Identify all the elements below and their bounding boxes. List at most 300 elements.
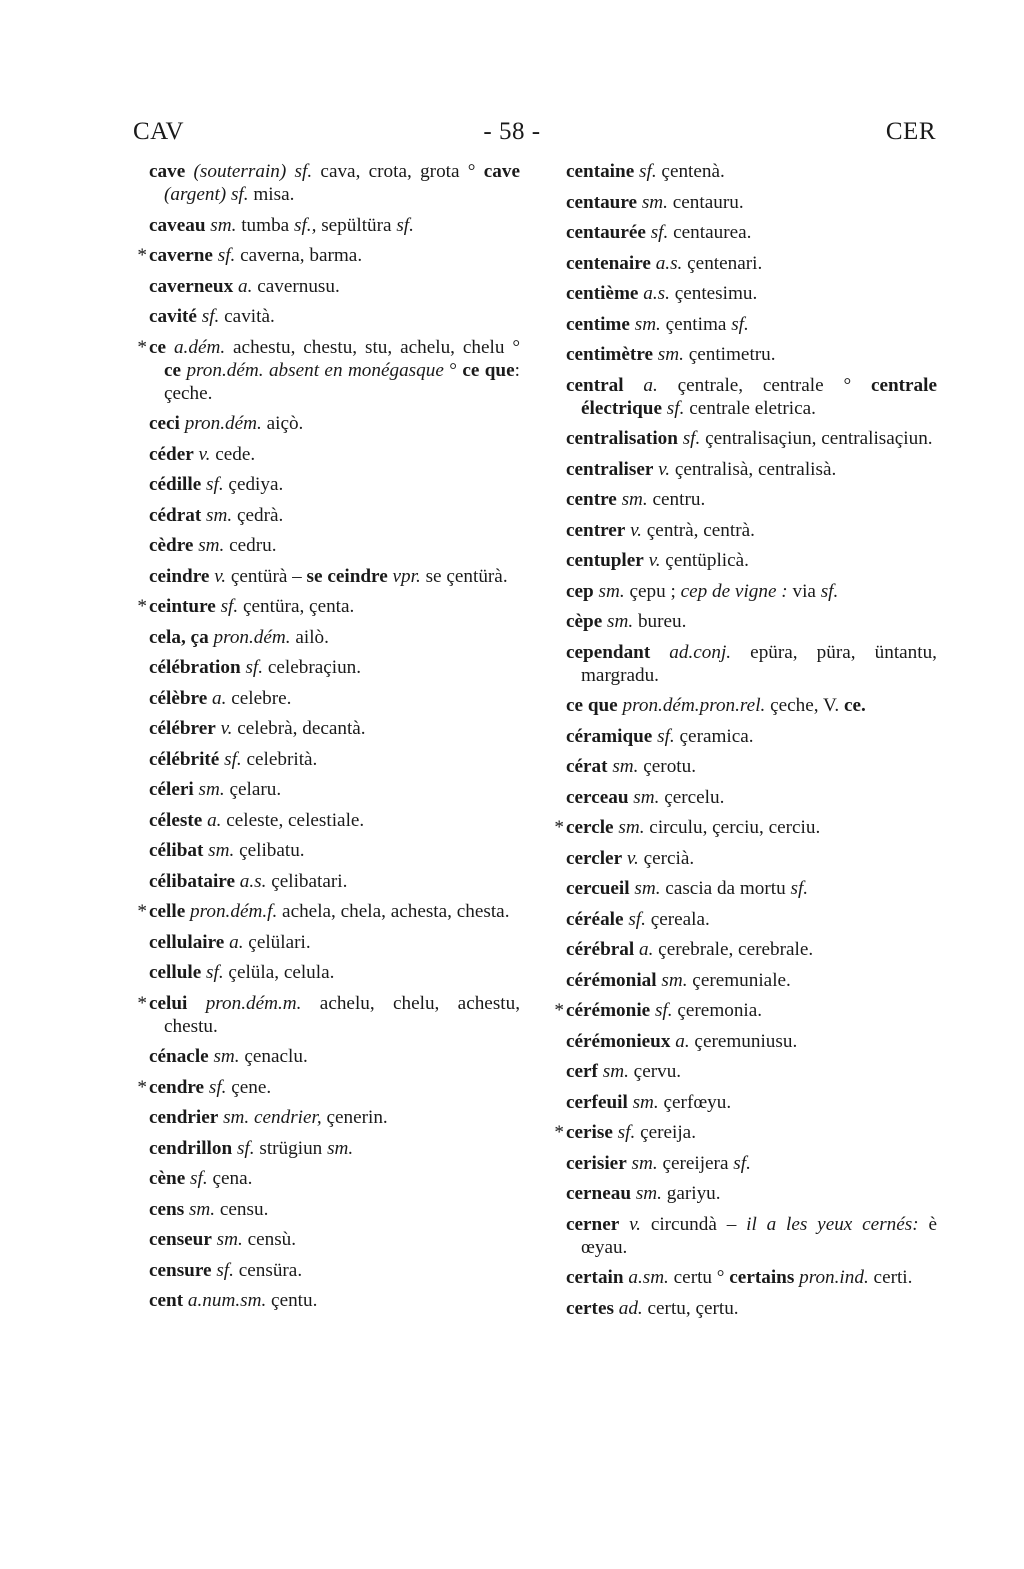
dictionary-entry (550, 1266, 937, 1289)
headword: cérébral (566, 939, 635, 960)
translation: çelibatari. (266, 870, 348, 892)
headword: célébrer (149, 718, 216, 739)
translation: bureu. (633, 611, 687, 632)
headword: cérémonie (566, 1000, 651, 1021)
grammar-label: a. (224, 931, 244, 953)
grammar-label: sf. (623, 908, 646, 930)
entry-text (566, 641, 937, 687)
headword: centime (566, 313, 630, 335)
dictionary-entry (133, 244, 520, 267)
headword: caveau (149, 214, 206, 236)
star-marker: * (137, 1076, 147, 1098)
dictionary-entry (550, 221, 937, 244)
headword: censure (149, 1259, 212, 1281)
headword: célibataire (149, 870, 235, 892)
dictionary-entry (550, 694, 937, 717)
grammar-label: sm. (201, 504, 233, 526)
entry-text (149, 443, 520, 466)
grammar-label: sf. (790, 878, 809, 899)
headword: cens (149, 1198, 185, 1220)
headword: cep (566, 580, 594, 602)
star-marker: * (554, 1122, 564, 1143)
dictionary-entry (550, 610, 937, 633)
translation: centru. (647, 489, 706, 510)
entry-text (566, 252, 937, 275)
grammar-label: a.sm. (623, 1267, 669, 1288)
dictionary-entry (550, 1182, 937, 1205)
translation: celebraçiun. (263, 657, 362, 678)
translation: çentu. (266, 1290, 318, 1311)
entry-text (566, 1121, 937, 1144)
grammar-label: sm. (208, 1046, 240, 1067)
grammar-label: sm. (631, 1183, 662, 1204)
headword: célébration (149, 657, 241, 678)
entry-text (566, 816, 937, 839)
grammar-label: sf. (731, 313, 749, 335)
dictionary-entry (133, 748, 520, 771)
dictionary-entry (550, 313, 937, 336)
grammar-label: vpr. (387, 565, 421, 587)
grammar-label: sf. (650, 1000, 673, 1021)
grammar-label: a. (634, 939, 654, 960)
dictionary-entry (550, 488, 937, 511)
translation: celebrità. (241, 748, 318, 770)
grammar-label: sf. (196, 306, 220, 327)
entry-text (566, 374, 937, 420)
translation: certi. (868, 1267, 913, 1288)
translation: caverna, barma. (235, 245, 363, 266)
grammar-label: ad. (613, 1297, 643, 1319)
translation: çentüra, çenta. (238, 596, 355, 617)
headword: caverneux (149, 275, 234, 297)
headword: cène (149, 1168, 186, 1189)
dictionary-entry (133, 1259, 520, 1282)
grammar-label: cep de vigne : (680, 580, 788, 602)
entry-text (566, 694, 937, 717)
translation: celebre. (226, 687, 292, 709)
entry-text (566, 313, 937, 336)
dictionary-entry (133, 656, 520, 679)
entry-text (149, 1289, 520, 1312)
translation: çelaru. (224, 779, 282, 800)
translation: çedrà. (232, 504, 284, 526)
entry-text (566, 427, 937, 450)
entry-text (566, 519, 937, 542)
translation: çenaclu. (239, 1046, 308, 1067)
translation: : çeche. (164, 359, 520, 404)
entry-text (149, 809, 520, 832)
translation: achelu, chelu, achestu, chestu. (164, 992, 521, 1037)
grammar-label: sm. (597, 1061, 629, 1082)
headword: celui (149, 992, 188, 1014)
grammar-label: v. (625, 519, 642, 541)
entry-text (566, 1213, 937, 1259)
translation: censüra. (233, 1259, 303, 1281)
grammar-label: v. (193, 443, 211, 465)
translation: certu, çertu. (642, 1297, 739, 1319)
dictionary-entry (133, 900, 520, 923)
dictionary-entry (133, 931, 520, 954)
grammar-label: a. (202, 809, 222, 831)
grammar-label: sm. (211, 1229, 243, 1250)
translation: ailò. (290, 626, 329, 648)
grammar-label: v. (622, 847, 639, 869)
dictionary-entry (133, 473, 520, 496)
grammar-label: sf., (293, 214, 317, 236)
entry-text (566, 908, 937, 931)
dictionary-entry (550, 519, 937, 542)
translation: çene. (226, 1076, 272, 1098)
entry-text (149, 778, 520, 801)
entry-text (149, 1076, 520, 1099)
headword: censeur (149, 1229, 212, 1250)
dictionary-entry (550, 641, 937, 687)
entry-text (566, 343, 937, 366)
grammar-label: pron.dém. (208, 626, 291, 648)
headword: caverne (149, 245, 213, 266)
grammar-label: sf. (733, 1152, 751, 1174)
dictionary-entry (133, 534, 520, 557)
translation: çercelu. (659, 786, 725, 808)
grammar-label: ad.conj. (650, 641, 732, 663)
grammar-label: v. (619, 1213, 641, 1235)
headword: ce. (844, 695, 866, 716)
star-marker: * (137, 596, 147, 617)
dictionary-entry (133, 717, 520, 740)
grammar-label: sf. (204, 1076, 227, 1098)
headword: cercueil (566, 878, 630, 899)
dictionary-entry (550, 1152, 937, 1175)
headword: centupler (566, 550, 644, 571)
entry-text (149, 534, 520, 557)
headword: centième (566, 283, 639, 304)
entry-text (149, 1137, 520, 1160)
entry-text (566, 1030, 937, 1053)
entry-text (149, 839, 520, 862)
dictionary-entry (133, 961, 520, 984)
entry-text (566, 999, 937, 1022)
grammar-label: sf. (820, 580, 839, 602)
headword: cela, ça (149, 626, 209, 648)
entry-text (149, 504, 520, 527)
dictionary-entry (133, 626, 520, 649)
headword: se ceindre (306, 565, 388, 587)
dictionary-entry (550, 969, 937, 992)
entry-text (149, 214, 520, 237)
translation: achestu, chestu, stu, achelu, chelu ° (225, 336, 520, 358)
dictionary-entry (550, 847, 937, 870)
dictionary-entry (133, 595, 520, 618)
dictionary-entry (133, 1198, 520, 1221)
translation: çenerin. (321, 1107, 388, 1128)
entry-text (566, 1152, 937, 1175)
headword: cerise (566, 1122, 613, 1143)
dictionary-entry (550, 1060, 937, 1083)
grammar-label: pron.dém. (179, 413, 262, 434)
grammar-label: sm. (653, 344, 684, 365)
dictionary-entry (550, 999, 937, 1022)
dictionary-entry (133, 443, 520, 466)
dictionary-entry (550, 938, 937, 961)
dictionary-entry (133, 992, 520, 1038)
headword: céleste (149, 809, 203, 831)
entry-text (566, 786, 937, 809)
dictionary-entry (550, 427, 937, 450)
entry-text (149, 656, 520, 679)
grammar-label: sm. (629, 313, 661, 335)
headword: cerfeuil (566, 1091, 628, 1113)
left-column (133, 160, 520, 1320)
star-marker: * (554, 1000, 564, 1021)
translation: çentenà. (656, 161, 725, 182)
translation: aiçò. (261, 413, 304, 434)
entry-text (149, 931, 520, 954)
translation: sepültüra (316, 214, 397, 236)
entry-text (566, 549, 937, 572)
headword: céleri (149, 779, 194, 800)
headword: cerceau (566, 786, 629, 808)
star-marker: * (137, 245, 147, 266)
translation: çentralisaçiun, centralisaçiun. (700, 428, 933, 449)
translation: çentesimu. (669, 283, 758, 304)
dictionary-entry (133, 1137, 520, 1160)
grammar-label: pron.ind. (794, 1267, 869, 1288)
translation: via (787, 580, 821, 602)
grammar-label: sm. (184, 1198, 216, 1220)
dictionary-entry (550, 252, 937, 275)
translation: strügiun (254, 1137, 328, 1159)
grammar-label: v. (653, 458, 671, 480)
dictionary-entry (133, 809, 520, 832)
dictionary-entry (133, 870, 520, 893)
entry-text (566, 755, 937, 778)
dictionary-entry (133, 687, 520, 710)
translation: se çentürà. (420, 565, 508, 587)
dictionary-entry (133, 275, 520, 298)
dictionary-entry (133, 504, 520, 527)
translation: centauru. (667, 191, 744, 213)
entry-text (566, 877, 937, 900)
entry-text (149, 748, 520, 771)
translation: çeremonia. (672, 1000, 763, 1021)
grammar-label: pron.dém. absent en monégasque (181, 359, 444, 381)
dictionary-entry (133, 1289, 520, 1312)
entry-text (149, 626, 520, 649)
entry-text (566, 221, 937, 244)
dictionary-entry (133, 839, 520, 862)
grammar-label: sm. cendrier, (218, 1107, 322, 1128)
translation: çereijera (657, 1152, 734, 1174)
entry-text (566, 458, 937, 481)
grammar-label: sm. (637, 191, 668, 213)
grammar-label: a.s. (650, 252, 683, 274)
grammar-label: a.dém. (166, 336, 226, 358)
grammar-label: v. (215, 718, 233, 739)
translation: è œyau. (581, 1213, 937, 1258)
headword: cependant (566, 641, 651, 663)
headword: centrale électrique (581, 374, 937, 419)
translation: çeche, V. (765, 695, 845, 716)
headword: centimètre (566, 344, 653, 365)
headword: célèbre (149, 687, 208, 709)
dictionary-entry (133, 412, 520, 435)
grammar-label: (argent) sf. (164, 184, 249, 205)
entry-text (149, 717, 520, 740)
headword: cave (483, 161, 520, 182)
headword: cave (149, 161, 186, 182)
entry-text (566, 725, 937, 748)
translation: çena. (207, 1168, 253, 1189)
grammar-label: sf. (211, 1259, 234, 1281)
headword: cellule (149, 962, 202, 983)
dictionary-entry (550, 1297, 937, 1320)
translation: çeremuniale. (687, 969, 791, 991)
translation: çentrale, centrale ° (657, 374, 871, 396)
grammar-label: sm. (629, 878, 661, 899)
grammar-label: v. (209, 565, 227, 587)
dictionary-entry (550, 160, 937, 183)
dictionary-entry (133, 1076, 520, 1099)
page-number: - 58 - (483, 118, 541, 145)
headword: ce (149, 336, 167, 358)
translation: çentürà – (226, 565, 307, 587)
grammar-label: sm. (607, 756, 639, 777)
grammar-label: sm. (203, 840, 235, 861)
translation: çerotu. (638, 756, 697, 777)
translation: celebrà, decantà. (232, 718, 366, 739)
grammar-label: sm. (626, 1152, 658, 1174)
translation: çentralisà, centralisà. (670, 458, 837, 480)
entry-text (566, 1182, 937, 1205)
grammar-label: sf. (634, 161, 657, 182)
entry-text (566, 191, 937, 214)
translation: çereala. (645, 908, 710, 930)
headword: ce que (462, 359, 515, 381)
translation: çeremuniusu. (689, 1030, 798, 1052)
translation: çelülari. (243, 931, 311, 953)
star-marker: * (137, 992, 147, 1014)
headword: cavité (149, 306, 197, 327)
entry-text (149, 160, 520, 206)
entry-text (149, 900, 520, 923)
dictionary-entry (133, 214, 520, 237)
headword: cerneau (566, 1183, 632, 1204)
translation: çelüla, celula. (223, 962, 335, 983)
header-last-word: CER (885, 118, 936, 145)
translation: censù. (242, 1229, 297, 1250)
headword: centenaire (566, 252, 651, 274)
headword: celle (149, 901, 186, 922)
grammar-label: il a les yeux cernés: (746, 1213, 919, 1235)
grammar-label: sf. (645, 222, 669, 243)
grammar-label: pron.dém.pron.rel. (617, 695, 766, 716)
headword: ceindre (149, 565, 210, 587)
grammar-label: pron.dém.m. (187, 992, 302, 1014)
dictionary-entry (550, 1213, 937, 1259)
headword: cédille (149, 474, 202, 495)
headword: cérat (566, 756, 608, 777)
dictionary-entry (133, 1045, 520, 1068)
grammar-label: sf. (201, 962, 224, 983)
entry-text (566, 488, 937, 511)
headword: cerisier (566, 1152, 627, 1174)
translation: çentrà, centrà. (641, 519, 755, 541)
translation: çelibatu. (234, 840, 305, 861)
translation: çepu ; (624, 580, 681, 602)
entry-text (149, 870, 520, 893)
entry-text (149, 305, 520, 328)
dictionary-entry (550, 580, 937, 603)
right-column (550, 160, 937, 1327)
headword: cérémonieux (566, 1030, 671, 1052)
grammar-label: sf. (215, 596, 239, 617)
entry-text (149, 244, 520, 267)
grammar-label: sm. (193, 779, 225, 800)
translation: çeramica. (674, 725, 754, 747)
grammar-label: sf. (232, 1137, 255, 1159)
headword: ceci (149, 413, 180, 434)
grammar-label: a.s. (638, 283, 670, 304)
grammar-label: sf. (652, 725, 675, 747)
headword: céréale (566, 908, 624, 930)
translation: circulu, çerciu, cerciu. (644, 817, 821, 838)
grammar-label: sf. (612, 1122, 636, 1143)
headword: centaurée (566, 222, 646, 243)
grammar-label: sf. (185, 1168, 208, 1189)
translation: misa. (248, 184, 295, 205)
headword: centaure (566, 191, 638, 213)
entry-text (149, 1259, 520, 1282)
entry-text (149, 1045, 520, 1068)
entry-text (566, 580, 937, 603)
star-marker: * (554, 817, 564, 838)
headword: central (566, 374, 624, 396)
headword: cédrat (149, 504, 202, 526)
grammar-label: sf. (240, 657, 264, 678)
grammar-label: sm. (193, 535, 225, 556)
entry-text (149, 687, 520, 710)
dictionary-entry (133, 160, 520, 206)
grammar-label: sm. (616, 489, 648, 510)
header-first-word: CAV (133, 118, 185, 145)
grammar-label: a. (233, 275, 253, 297)
translation: çentimetru. (683, 344, 776, 365)
headword: ce (164, 359, 182, 381)
headword: céder (149, 443, 194, 465)
grammar-label: sf. (212, 245, 236, 266)
dictionary-entry (550, 877, 937, 900)
star-marker: * (137, 901, 147, 922)
dictionary-entry (133, 1167, 520, 1190)
translation: cavernusu. (252, 275, 340, 297)
translation: çerebrale, cerebrale. (653, 939, 814, 960)
headword: centralisation (566, 428, 678, 449)
entry-text (149, 275, 520, 298)
headword: certes (566, 1297, 614, 1319)
entry-text (566, 1297, 937, 1320)
dictionary-entry (550, 282, 937, 305)
translation: tumba (236, 214, 294, 236)
dictionary-entry (133, 565, 520, 588)
translation: cavità. (219, 306, 275, 327)
entry-text (566, 969, 937, 992)
translation: censu. (215, 1198, 269, 1220)
headword: cendre (149, 1076, 205, 1098)
entry-text (566, 1091, 937, 1114)
dictionary-entry (133, 1228, 520, 1251)
dictionary-entry (550, 458, 937, 481)
dictionary-entry (133, 336, 520, 405)
